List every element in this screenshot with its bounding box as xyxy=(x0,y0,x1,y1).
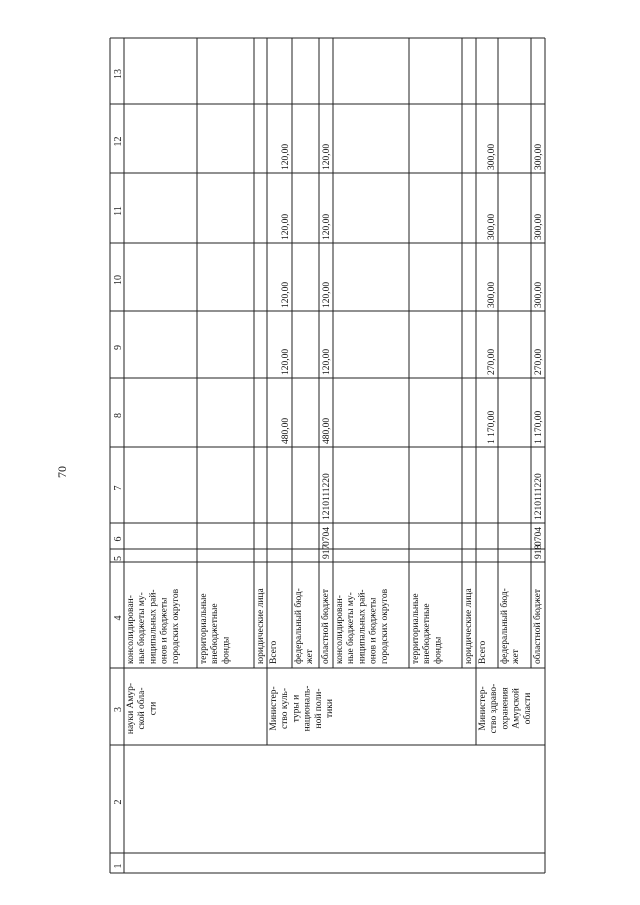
cell-funding-source: областной бюджет xyxy=(321,588,331,664)
cell-value: 120,00 xyxy=(322,281,332,308)
cell-value: 120,00 xyxy=(281,213,291,240)
cell-value: 1210111220 xyxy=(534,473,544,520)
cell-value: 0704 xyxy=(322,527,332,546)
cell-funding-source: областной бюджет xyxy=(533,588,543,664)
column-number-header: 13 xyxy=(113,69,124,79)
cell-value: 120,00 xyxy=(322,213,332,240)
cell-value: 270,00 xyxy=(534,348,544,375)
cell-value: 0704 xyxy=(534,527,544,546)
cell-value: 300,00 xyxy=(534,213,544,240)
cell-value: 120,00 xyxy=(281,281,291,308)
cell-value: 120,00 xyxy=(322,143,332,170)
cell-funding-source: юридические лица xyxy=(256,588,266,664)
column-number-header: 8 xyxy=(113,413,124,418)
cell-value: 120,00 xyxy=(281,348,291,375)
cell-executor: науки Амур-ской обла-сти xyxy=(126,682,159,735)
cell-funding-source: консолидирован-ные бюджеты му-ниципальных рай-онов и бюджетыгородских округов xyxy=(126,588,181,664)
column-number-header: 12 xyxy=(113,136,124,147)
cell-executor: Министер-ство здраво-охраненияАмурскойобласти xyxy=(478,683,533,734)
cell-value: 1 170,00 xyxy=(534,410,544,444)
cell-funding-source: федеральный бюд-жет xyxy=(294,588,316,664)
cell-value: 918 xyxy=(534,544,544,559)
cell-funding-source: территориальныевнебюджетныефонды xyxy=(199,593,232,664)
cell-funding-source: Всего xyxy=(269,640,279,664)
column-number-header: 2 xyxy=(113,799,124,805)
column-number-header: 3 xyxy=(113,707,124,712)
cell-value: 300,00 xyxy=(534,281,544,308)
column-number-header: 9 xyxy=(113,345,124,350)
column-number-header: 5 xyxy=(113,556,124,561)
cell-value: 120,00 xyxy=(322,348,332,375)
cell-value: 300,00 xyxy=(487,213,497,240)
cell-value: 300,00 xyxy=(534,143,544,170)
cell-funding-source: консолидирован-ные бюджеты му-ниципальных рай-онов и бюджетыгородских округов xyxy=(335,588,390,664)
column-number-header: 6 xyxy=(113,536,124,542)
cell-value: 270,00 xyxy=(487,348,497,375)
column-number-header: 10 xyxy=(113,275,124,285)
cell-value: 1210111220 xyxy=(322,473,332,520)
cell-funding-source: федеральный бюд-жет xyxy=(500,588,522,664)
column-number-header: 7 xyxy=(113,485,124,491)
cell-value: 1 170,00 xyxy=(487,410,497,444)
column-number-header: 11 xyxy=(113,206,124,216)
page-number: 70 xyxy=(55,466,69,478)
cell-value: 480,00 xyxy=(322,417,332,444)
cell-funding-source: юридические лица xyxy=(464,588,474,664)
cell-value: 300,00 xyxy=(487,281,497,308)
cell-value: 917 xyxy=(322,544,332,559)
cell-value: 120,00 xyxy=(281,143,291,170)
column-number-header: 4 xyxy=(113,615,124,621)
cell-value: 300,00 xyxy=(487,143,497,170)
cell-funding-source: территориальныевнебюджетныефонды xyxy=(411,593,444,664)
column-number-header: 1 xyxy=(113,863,124,869)
cell-value: 480,00 xyxy=(281,417,291,444)
cell-executor: Министер-ство куль-туры инациональ-ной поли-тики xyxy=(269,685,335,732)
cell-funding-source: Всего xyxy=(478,640,488,664)
